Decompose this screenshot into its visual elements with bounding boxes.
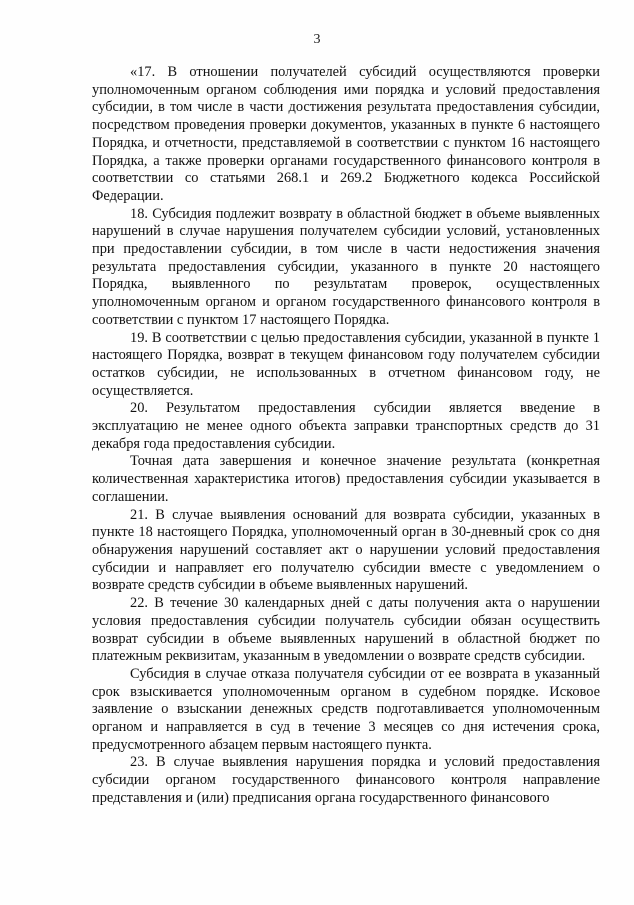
document-body [92,64,600,808]
paragraph-18: 18. Субсидия подлежит возврату в областной бюджет в объеме выявленных нарушений в случае нарушения получателем субсидии условий, установленных при предоставлении субсидии, в том числе в части недостижения значения результата предоставления субсидии, указанного в пункте 20 настоящего Порядка, выявленного по результатам проверок, осуществленных уполномоченным органом и органом государственного финансового контроля в соответствии с пунктом 17 настоящего Порядка. [92,205,600,328]
paragraph-20: 20. Результатом предоставления субсидии является введение в эксплуатацию не менее одного объекта заправки транспортных средств до 31 декабря года предоставления субсидии. [92,400,600,452]
paragraph-20-result-date: Точная дата завершения и конечное значение результата (конкретная количественная характеристика итогов) предоставления субсидии указывается в соглашении. [92,453,600,505]
paragraph-23: 23. В случае выявления нарушения порядка и условий предоставления субсидии органом государственного финансового контроля направление представления и (или) предписания органа государственного финансового [92,754,600,806]
paragraph-19: 19. В соответствии с целью предоставления субсидии, указанной в пункте 1 настоящего Порядка, возврат в текущем финансовом году получателем субсидии остатков субсидии, не использованных в отчетном финансовом году, не осуществляется. [92,329,600,399]
paragraph-22: 22. В течение 30 календарных дней с даты получения акта о нарушении условия предоставления субсидии получатель субсидии обязан осуществить возврат субсидии в объеме выявленных нарушений в областной бюджет по платежным реквизитам, указанным в уведомлении о возврате средств субсидии. [92,595,600,665]
page-number: 3 [313,32,321,47]
paragraph-22-court-recovery: Субсидия в случае отказа получателя субсидии от ее возврата в указанный срок взыскивается уполномоченным органом в судебном порядке. Исковое заявление о взыскании денежных средств подготавливается уполномоченным органом и направляется в суд в течение 3 месяцев со дня истечения срока, предусмотренного абзацем первым настоящего пункта. [92,665,600,753]
paragraph-17: «17. В отношении получателей субсидий осуществляются проверки уполномоченным органом соблюдения ими порядка и условий предоставления субсидии, в том числе в части достижения результата предоставления субсидии, посредством проведения проверки документов, указанных в пункте 6 настоящего Порядка, и отчетности, представляемой в соответствии с пунктом 16 настоящего Порядка, а также проверки органами государственного финансового контроля в соответствии со статьями 268.1 и 269.2 Бюджетного кодекса Российской Федерации. [92,64,600,204]
paragraph-21: 21. В случае выявления оснований для возврата субсидии, указанных в пункте 18 настоящего Порядка, уполномоченный орган в 30-дневный срок со дня обнаружения нарушений составляет акт о нарушении условий предоставления субсидии и направляет его получателю субсидии вместе с уведомлением о возврате средств субсидии в объеме выявленных нарушений. [92,506,600,594]
